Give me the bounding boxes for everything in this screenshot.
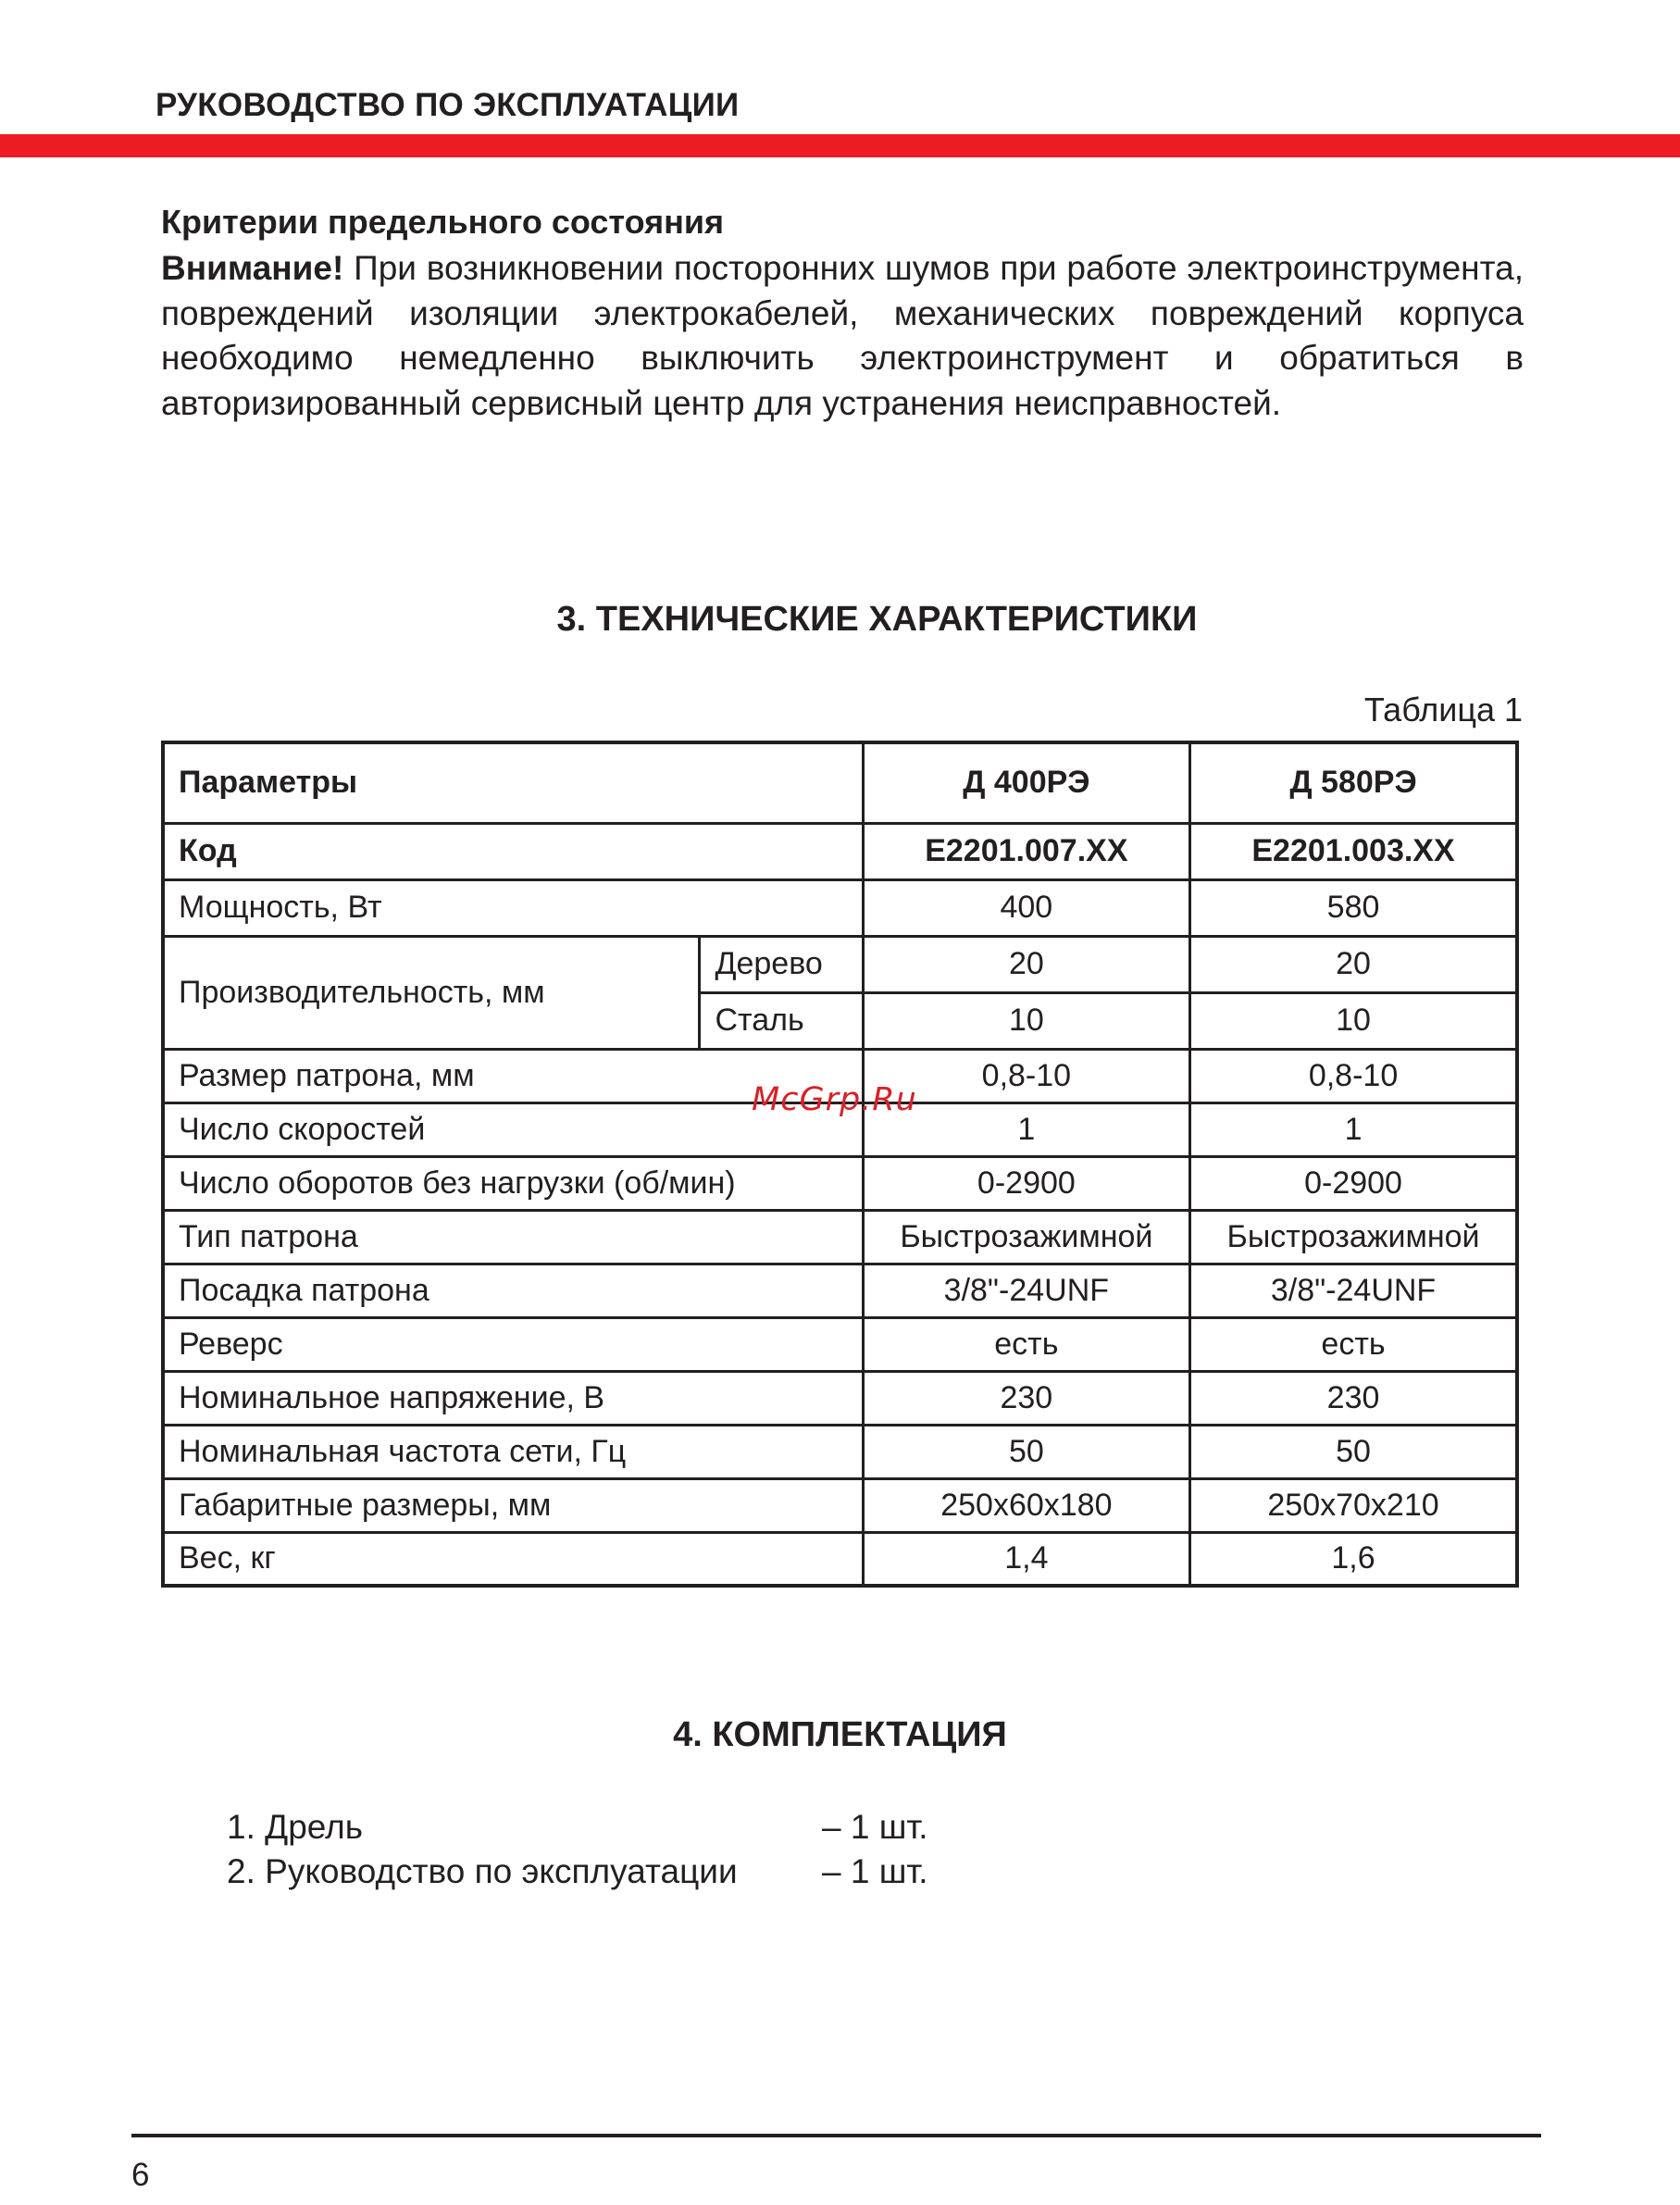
kit-item-qty: – 1 шт.: [822, 1852, 928, 1890]
code-row: [163, 823, 1517, 879]
row-label: Размер патрона, мм: [163, 1049, 863, 1102]
row-model-1: есть: [863, 1317, 1189, 1371]
power-model-1: 400: [863, 879, 1189, 936]
table-row: [163, 1210, 1517, 1264]
code-label: Код: [163, 823, 863, 879]
kit-item-name: 2. Руководство по эксплуатации: [227, 1852, 738, 1890]
criteria-title: Критерии предельного состояния: [161, 203, 724, 241]
row-model-1: 1: [863, 1102, 1189, 1156]
row-label: Посадка патрона: [163, 1264, 863, 1317]
row-model-1: 250x60x180: [863, 1478, 1189, 1532]
table-row: [163, 1264, 1517, 1317]
header-model-1: Д 400РЭ: [863, 742, 1189, 823]
table-row: [163, 1478, 1517, 1532]
row-model-1: 50: [863, 1425, 1189, 1478]
row-label: Тип патрона: [163, 1210, 863, 1264]
row-model-1: 0,8-10: [863, 1049, 1189, 1102]
row-model-1: 230: [863, 1371, 1189, 1425]
row-model-2: Быстрозажимной: [1190, 1210, 1517, 1264]
row-label: Номинальное напряжение, В: [163, 1371, 863, 1425]
row-model-2: 1,6: [1190, 1532, 1517, 1586]
row-model-2: 0-2900: [1190, 1156, 1517, 1210]
table-header-row: [163, 742, 1517, 823]
performance-steel-label: Сталь: [700, 992, 863, 1049]
power-label: Мощность, Вт: [163, 879, 863, 936]
kit-item-qty: – 1 шт.: [822, 1808, 928, 1846]
performance-wood-model-2: 20: [1190, 936, 1517, 992]
row-model-1: Быстрозажимной: [863, 1210, 1189, 1264]
row-model-2: есть: [1190, 1317, 1517, 1371]
specs-table: [161, 741, 1519, 1588]
row-model-1: 3/8"-24UNF: [863, 1264, 1189, 1317]
section-3-title: 3. ТЕХНИЧЕСКИЕ ХАРАКТЕРИСТИКИ: [556, 600, 1198, 639]
power-row: [163, 879, 1517, 936]
table-row: [163, 1317, 1517, 1371]
row-model-1: 1,4: [863, 1532, 1189, 1586]
table-row: [163, 1371, 1517, 1425]
watermark: McGrp.Ru: [752, 1081, 917, 1118]
warning-label: Внимание!: [161, 249, 344, 287]
row-model-2: 0,8-10: [1190, 1049, 1517, 1102]
table-caption: Таблица 1: [1363, 691, 1523, 729]
row-label: Номинальная частота сети, Гц: [163, 1425, 863, 1478]
performance-steel-model-1: 10: [863, 992, 1189, 1049]
header-param: Параметры: [163, 742, 863, 823]
header-title: РУКОВОДСТВО ПО ЭКСПЛУАТАЦИИ: [156, 87, 740, 123]
row-model-2: 1: [1190, 1102, 1517, 1156]
row-model-1: 0-2900: [863, 1156, 1189, 1210]
performance-label: Производительность, мм: [163, 936, 700, 1049]
table-row: [163, 1156, 1517, 1210]
row-model-2: 50: [1190, 1425, 1517, 1478]
performance-wood-label: Дерево: [700, 936, 863, 992]
kit-item-name: 1. Дрель: [227, 1808, 363, 1846]
code-model-2: E2201.003.XX: [1190, 823, 1517, 879]
performance-wood-row: [163, 936, 1517, 992]
row-model-2: 250x70x210: [1190, 1478, 1517, 1532]
power-model-2: 580: [1190, 879, 1517, 936]
table-row: [163, 1532, 1517, 1586]
performance-wood-model-1: 20: [863, 936, 1189, 992]
row-model-2: 230: [1190, 1371, 1517, 1425]
header-red-bar: [0, 134, 1680, 157]
section-4-title: 4. КОМПЛЕКТАЦИЯ: [673, 1715, 1007, 1754]
page-number: 6: [131, 2157, 150, 2193]
row-label: Габаритные размеры, мм: [163, 1478, 863, 1532]
code-model-1: E2201.007.XX: [863, 823, 1189, 879]
row-label: Число скоростей: [163, 1102, 863, 1156]
table-row: [163, 1425, 1517, 1478]
header-model-2: Д 580РЭ: [1190, 742, 1517, 823]
footer-divider: [131, 2134, 1541, 2137]
row-label: Число оборотов без нагрузки (об/мин): [163, 1156, 863, 1210]
performance-steel-model-2: 10: [1190, 992, 1517, 1049]
row-label: Вес, кг: [163, 1532, 863, 1586]
row-label: Реверс: [163, 1317, 863, 1371]
warning-text: При возникновении посторонних шумов при работе электроинструмента, повреждений изоляции электрокабелей, механических повреждений корпуса необходимо немедленно выключить электроинструмент и обратиться в авторизированный сервисный центр для устранения неисправностей.: [161, 249, 1524, 422]
row-model-2: 3/8"-24UNF: [1190, 1264, 1517, 1317]
warning-paragraph: [161, 246, 1524, 426]
